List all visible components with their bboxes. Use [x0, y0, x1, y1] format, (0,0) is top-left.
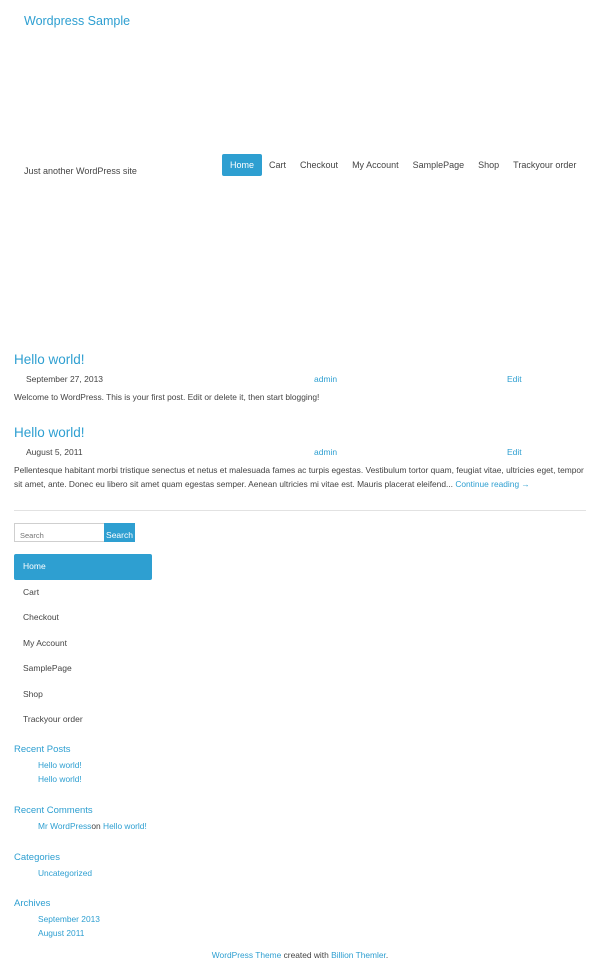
post-title[interactable]: Hello world!	[14, 352, 85, 367]
archive-link[interactable]: August 2011	[38, 928, 85, 938]
post-edit-link[interactable]: Edit	[507, 374, 522, 384]
widget-title: Recent Posts	[14, 744, 71, 755]
comment-on-text: on	[91, 821, 101, 831]
sidebar-item-track-order[interactable]: Trackyour order	[23, 714, 83, 724]
nav-item-checkout[interactable]: Checkout	[300, 160, 339, 170]
footer-themler-link[interactable]: Billion Themler	[331, 950, 386, 960]
footer-end: .	[385, 950, 389, 960]
widget-list	[38, 866, 92, 880]
post-date: September 27, 2013	[26, 374, 104, 384]
widget-list	[38, 819, 147, 833]
nav-item-shop[interactable]: Shop	[478, 160, 500, 170]
sidebar-item-cart[interactable]: Cart	[23, 586, 40, 597]
comment-post-link[interactable]: Hello world!	[103, 821, 147, 831]
search-input[interactable]	[14, 523, 104, 542]
recent-comment	[38, 819, 147, 833]
main-nav	[222, 154, 583, 176]
categories-widget	[14, 852, 92, 880]
sidebar-item-shop[interactable]: Shop	[23, 688, 43, 699]
sidebar-item-sample-page[interactable]: SamplePage	[23, 663, 72, 673]
nav-item-sample-page[interactable]: SamplePage	[412, 160, 465, 170]
post-meta	[14, 374, 586, 386]
comment-author-link[interactable]: Mr WordPress	[38, 821, 92, 831]
archive-link[interactable]: September 2013	[38, 914, 100, 924]
post-author-link[interactable]: admin	[314, 374, 338, 384]
nav-item-home[interactable]: Home	[222, 154, 262, 176]
site-title[interactable]: Wordpress Sample	[24, 14, 131, 28]
sidebar-item-checkout[interactable]: Checkout	[23, 612, 59, 622]
post-excerpt	[14, 463, 586, 491]
widget-title: Categories	[14, 852, 60, 863]
footer-theme-link[interactable]: WordPress Theme	[211, 950, 282, 960]
post	[14, 425, 586, 491]
recent-posts-widget	[14, 744, 82, 786]
recent-comments-widget	[14, 805, 147, 833]
continue-reading-link[interactable]: Continue reading →	[455, 479, 530, 489]
sidebar-item-my-account[interactable]: My Account	[23, 637, 67, 648]
post-edit-link[interactable]: Edit	[507, 447, 522, 457]
footer-text: created with	[281, 950, 332, 960]
nav-item-my-account[interactable]: My Account	[352, 160, 399, 170]
search-form	[14, 523, 135, 542]
content-divider	[14, 510, 586, 511]
post-meta	[14, 447, 586, 459]
search-button[interactable]: Search	[104, 523, 135, 542]
post-excerpt: Welcome to WordPress. This is your first post. Edit or delete it, then start blogging!	[14, 392, 320, 402]
recent-post-link[interactable]: Hello world!	[38, 774, 82, 784]
nav-item-track-order[interactable]: Trackyour order	[513, 160, 577, 170]
widget-list	[38, 758, 82, 786]
recent-post-link[interactable]: Hello world!	[38, 760, 82, 770]
widget-title: Archives	[14, 898, 51, 909]
post-date: August 5, 2011	[26, 447, 83, 457]
post-author-link[interactable]: admin	[314, 447, 338, 457]
nav-item-cart[interactable]: Cart	[269, 160, 287, 170]
post-excerpt-text: Pellentesque habitant morbi tristique senectus et netus et malesuada fames ac turpis egestas. Vestibulum tortor quam, feugiat vitae, ultricies eget, tempor sit amet, ante. Donec eu libero sit amet quam egestas semper. Aenean ultricies mi vitae est. Mauris placerat eleifend...	[14, 465, 584, 489]
post-title[interactable]: Hello world!	[14, 425, 85, 440]
category-link[interactable]: Uncategorized	[38, 868, 93, 878]
archives-widget	[14, 898, 100, 940]
widget-title: Recent Comments	[14, 805, 93, 816]
site-description: Just another WordPress site	[24, 166, 137, 176]
widget-list	[38, 912, 100, 940]
sidebar-item-home[interactable]: Home	[14, 554, 152, 580]
footer	[0, 950, 600, 960]
sidebar-nav	[14, 554, 152, 733]
post	[14, 352, 586, 404]
